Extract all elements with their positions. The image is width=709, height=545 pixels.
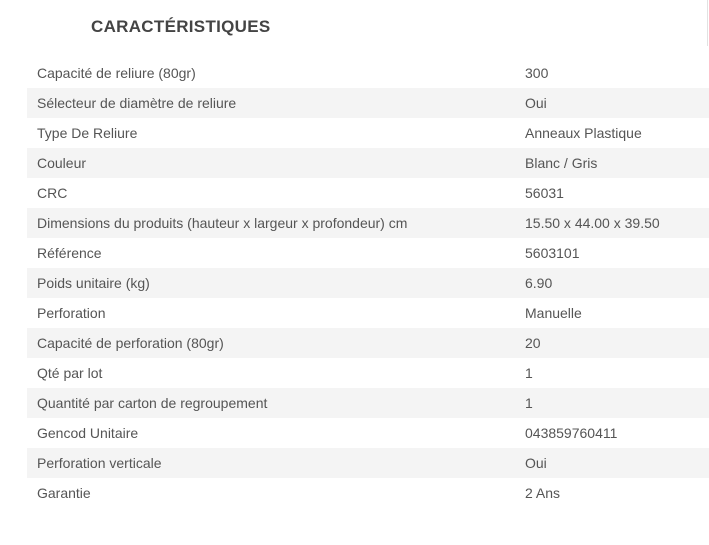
spec-row (27, 58, 709, 88)
spec-row (27, 148, 709, 178)
spec-row (27, 478, 709, 508)
spec-label: Dimensions du produits (hauteur x largeur x profondeur) cm (37, 215, 408, 231)
spec-label: Référence (37, 245, 102, 261)
spec-row (27, 448, 709, 478)
spec-row (27, 388, 709, 418)
spec-row (27, 268, 709, 298)
specs-table (27, 58, 709, 508)
spec-value: Manuelle (525, 305, 582, 321)
spec-label: Perforation (37, 305, 106, 321)
spec-value: 56031 (525, 185, 564, 201)
spec-value: 2 Ans (525, 485, 561, 501)
spec-label: Capacité de reliure (80gr) (37, 65, 196, 81)
spec-value: Oui (525, 455, 547, 471)
spec-value: 043859760411 (525, 425, 618, 441)
spec-value: Oui (525, 95, 547, 111)
spec-label: Qté par lot (37, 365, 103, 381)
spec-label: Poids unitaire (kg) (37, 275, 150, 291)
spec-label: Sélecteur de diamètre de reliure (37, 95, 237, 111)
spec-label: CRC (37, 185, 68, 201)
section-title: CARACTÉRISTIQUES (91, 17, 271, 36)
spec-value: 6.90 (525, 275, 553, 291)
spec-label: Couleur (37, 155, 87, 171)
spec-row (27, 238, 709, 268)
panel-edge-divider (707, 0, 708, 46)
spec-value: 1 (525, 365, 533, 381)
spec-label: Perforation verticale (37, 455, 162, 471)
spec-label: Gencod Unitaire (37, 425, 139, 441)
spec-value: Blanc / Gris (525, 155, 598, 171)
spec-label: Type De Reliure (37, 125, 138, 141)
spec-value: 1 (525, 395, 533, 411)
spec-row (27, 418, 709, 448)
spec-value: 5603101 (525, 245, 580, 261)
spec-row (27, 208, 709, 238)
spec-row (27, 358, 709, 388)
spec-value: Anneaux Plastique (525, 125, 642, 141)
spec-value: 20 (525, 335, 541, 351)
spec-value: 15.50 x 44.00 x 39.50 (525, 215, 660, 231)
spec-row (27, 298, 709, 328)
spec-row (27, 328, 709, 358)
spec-label: Quantité par carton de regroupement (37, 395, 268, 411)
spec-row (27, 178, 709, 208)
spec-label: Capacité de perforation (80gr) (37, 335, 224, 351)
spec-row (27, 88, 709, 118)
spec-label: Garantie (37, 485, 91, 501)
spec-value: 300 (525, 65, 549, 81)
spec-row (27, 118, 709, 148)
